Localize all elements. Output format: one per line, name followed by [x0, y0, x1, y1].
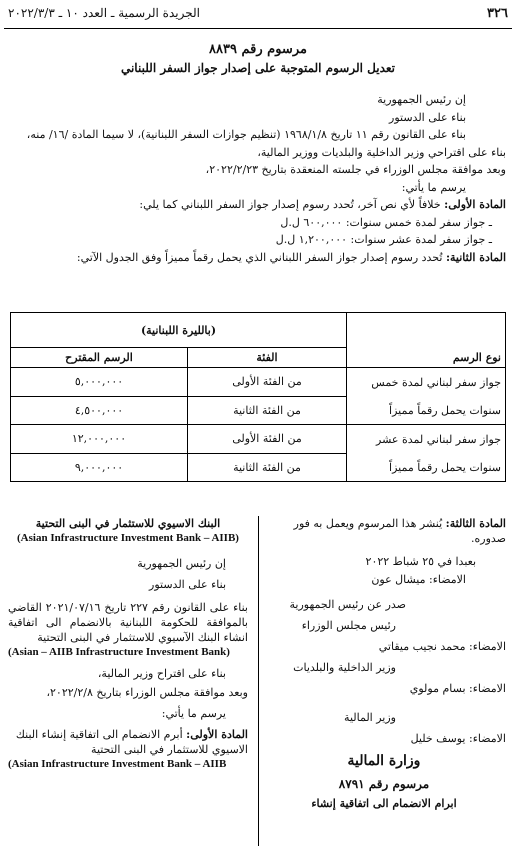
- issued-by: صدر عن رئيس الجمهورية: [289, 598, 406, 611]
- fee-category: من الفئة الثانية: [188, 396, 347, 425]
- fee-type: سنوات يحمل رقماً مميزاً: [347, 453, 506, 482]
- fee-type: جواز سفر لبناني لمدة خمس: [347, 368, 506, 397]
- intro-line: إن رئيس الجمهورية: [377, 93, 466, 106]
- fee-category: من الفئة الأولى: [188, 425, 347, 454]
- fee-amount: ٩,٠٠٠,٠٠٠: [11, 453, 188, 482]
- body-line: بناء على الدستور: [149, 578, 226, 591]
- body-line-en: (Asian – AIIB Infrastructure Investment Bank): [8, 646, 230, 658]
- ministry-heading: وزارة المالية: [347, 753, 421, 769]
- decree-2-number: مرسوم رقم ٨٧٩١: [338, 777, 430, 791]
- article-1b: [8, 727, 248, 757]
- signature: الامضاء: ميشال عون: [371, 573, 466, 586]
- article-2-label: المادة الثانية:: [445, 250, 506, 264]
- decree-2-title: ابرام الانضمام الى اتفاقية إنشاء: [311, 797, 457, 810]
- page-number: ٣٢٦: [487, 5, 508, 21]
- article-2: [14, 250, 506, 266]
- body-line: وبعد موافقة مجلس الوزراء بتاريخ ٢٠٢٢/٢/٨،: [46, 686, 248, 699]
- article-1-label: المادة الأولى:: [444, 198, 506, 211]
- body-line: بناء على اقتراح وزير المالية،: [97, 667, 226, 680]
- official-title: رئيس مجلس الوزراء: [301, 619, 396, 632]
- section-title-en: (Asian Infrastructure Investment Bank – AIIB): [17, 532, 239, 544]
- decree-number: مرسوم رقم ٨٨٣٩: [209, 42, 307, 57]
- body-line-en: (Asian Infrastructure Investment Bank – AIIB: [8, 758, 227, 770]
- table-header: الفئة: [188, 348, 347, 368]
- table-row: [11, 453, 506, 482]
- left-column: [8, 516, 248, 772]
- table-row: [11, 368, 506, 397]
- decree-heading: [8, 42, 508, 75]
- article-3-label: المادة الثالثة:: [445, 517, 506, 530]
- intro-line: بناء على الدستور: [389, 110, 466, 124]
- column-divider: [258, 516, 259, 846]
- article-1-item: ـ جواز سفر لمدة خمس سنوات: ٦٠٠,٠٠٠ ل.ل: [280, 215, 492, 229]
- table-note-row: [11, 313, 506, 348]
- intro-line: بناء على القانون رقم ١١ تاريخ ١٩٦٨/١/٨ (تنظيم جوازات السفر اللبنانية)، لا سيما المادة /١٦/ منه،: [26, 128, 466, 141]
- signature: الامضاء: بسام مولوي: [409, 682, 506, 695]
- fee-amount: ١٢,٠٠٠,٠٠٠: [11, 425, 188, 454]
- official-title: وزير الداخلية والبلديات: [293, 661, 396, 674]
- intro-line: وبعد موافقة مجلس الوزراء في جلسته المنعقدة بتاريخ ٢٠٢٢/٢/٢٣،: [205, 163, 506, 176]
- article-1b-label: المادة الأولى:: [186, 728, 248, 741]
- body-line: بناء على القانون رقم ٢٢٧ تاريخ ٢٠٢١/٠٧/١٦ القاضي بالموافقة للحكومة اللبنانية بالانضمام الى اتفاقية انشاء البنك الآسيوي للاستثمار في البنى التحتية: [8, 601, 248, 644]
- article-1-text: خلافاً لأي نص آخر، تُحدد رسوم إصدار جواز السفر اللبناني كما يلي:: [139, 198, 441, 211]
- signing-date: بعبدا في ٢٥ شباط ٢٠٢٢: [365, 555, 476, 568]
- article-3-text: يُنشر هذا المرسوم ويعمل به فور صدوره.: [293, 517, 506, 545]
- fee-amount: ٥,٠٠٠,٠٠٠: [11, 368, 188, 397]
- currency-note: (بالليرة اللبنانية): [11, 313, 347, 348]
- table-cell: [347, 313, 506, 348]
- body-line: يرسم ما يأتي:: [161, 707, 226, 720]
- table-header: الرسم المقترح: [11, 348, 188, 368]
- signature: الامضاء: يوسف خليل: [410, 732, 506, 745]
- article-1: [14, 197, 506, 213]
- fee-type: سنوات يحمل رقماً مميزاً: [347, 396, 506, 425]
- decree-title: تعديل الرسوم المتوجبة على إصدار جواز السفر اللبناني: [120, 61, 396, 75]
- section-title: البنك الاسيوي للاستثمار في البنى التحتية: [35, 517, 221, 530]
- signature: الامضاء: محمد نجيب ميقاتي: [378, 640, 506, 653]
- table-row: [11, 396, 506, 425]
- table-header: نوع الرسم: [347, 348, 506, 368]
- fee-category: من الفئة الأولى: [188, 368, 347, 397]
- header-rule: [4, 28, 512, 29]
- official-title: وزير المالية: [344, 711, 396, 724]
- fee-type: جواز سفر لبناني لمدة عشر: [347, 425, 506, 454]
- gazette-title: الجريدة الرسمية ـ العدد ١٠ ـ ٢٠٢٢/٣/٣: [8, 6, 200, 20]
- body-line: إن رئيس الجمهورية: [137, 557, 226, 570]
- decree-body: [14, 92, 506, 267]
- table-row: [11, 425, 506, 454]
- intro-line: يرسم ما يأتي:: [401, 180, 466, 194]
- article-1-item: ـ جواز سفر لمدة عشر سنوات: ١,٢٠٠,٠٠٠ ل.ل: [275, 233, 492, 246]
- article-2-text: تُحدد رسوم إصدار جواز السفر اللبناني الذي يحمل رقماً مميزاً وفق الجدول الآتي:: [76, 250, 443, 264]
- right-column: [262, 516, 506, 811]
- page-header: [8, 4, 508, 22]
- table-header-row: [11, 348, 506, 368]
- fee-amount: ٤,٥٠٠,٠٠٠: [11, 396, 188, 425]
- article-1b-text: أبرم الانضمام الى اتفاقية إنشاء البنك الاسيوي للاستثمار في البنى التحتية: [15, 728, 248, 756]
- fee-table: [10, 312, 506, 482]
- intro-line: بناء على اقتراحي وزير الداخلية والبلديات ووزير المالية،: [257, 145, 506, 159]
- article-3: [262, 516, 506, 546]
- fee-category: من الفئة الثانية: [188, 453, 347, 482]
